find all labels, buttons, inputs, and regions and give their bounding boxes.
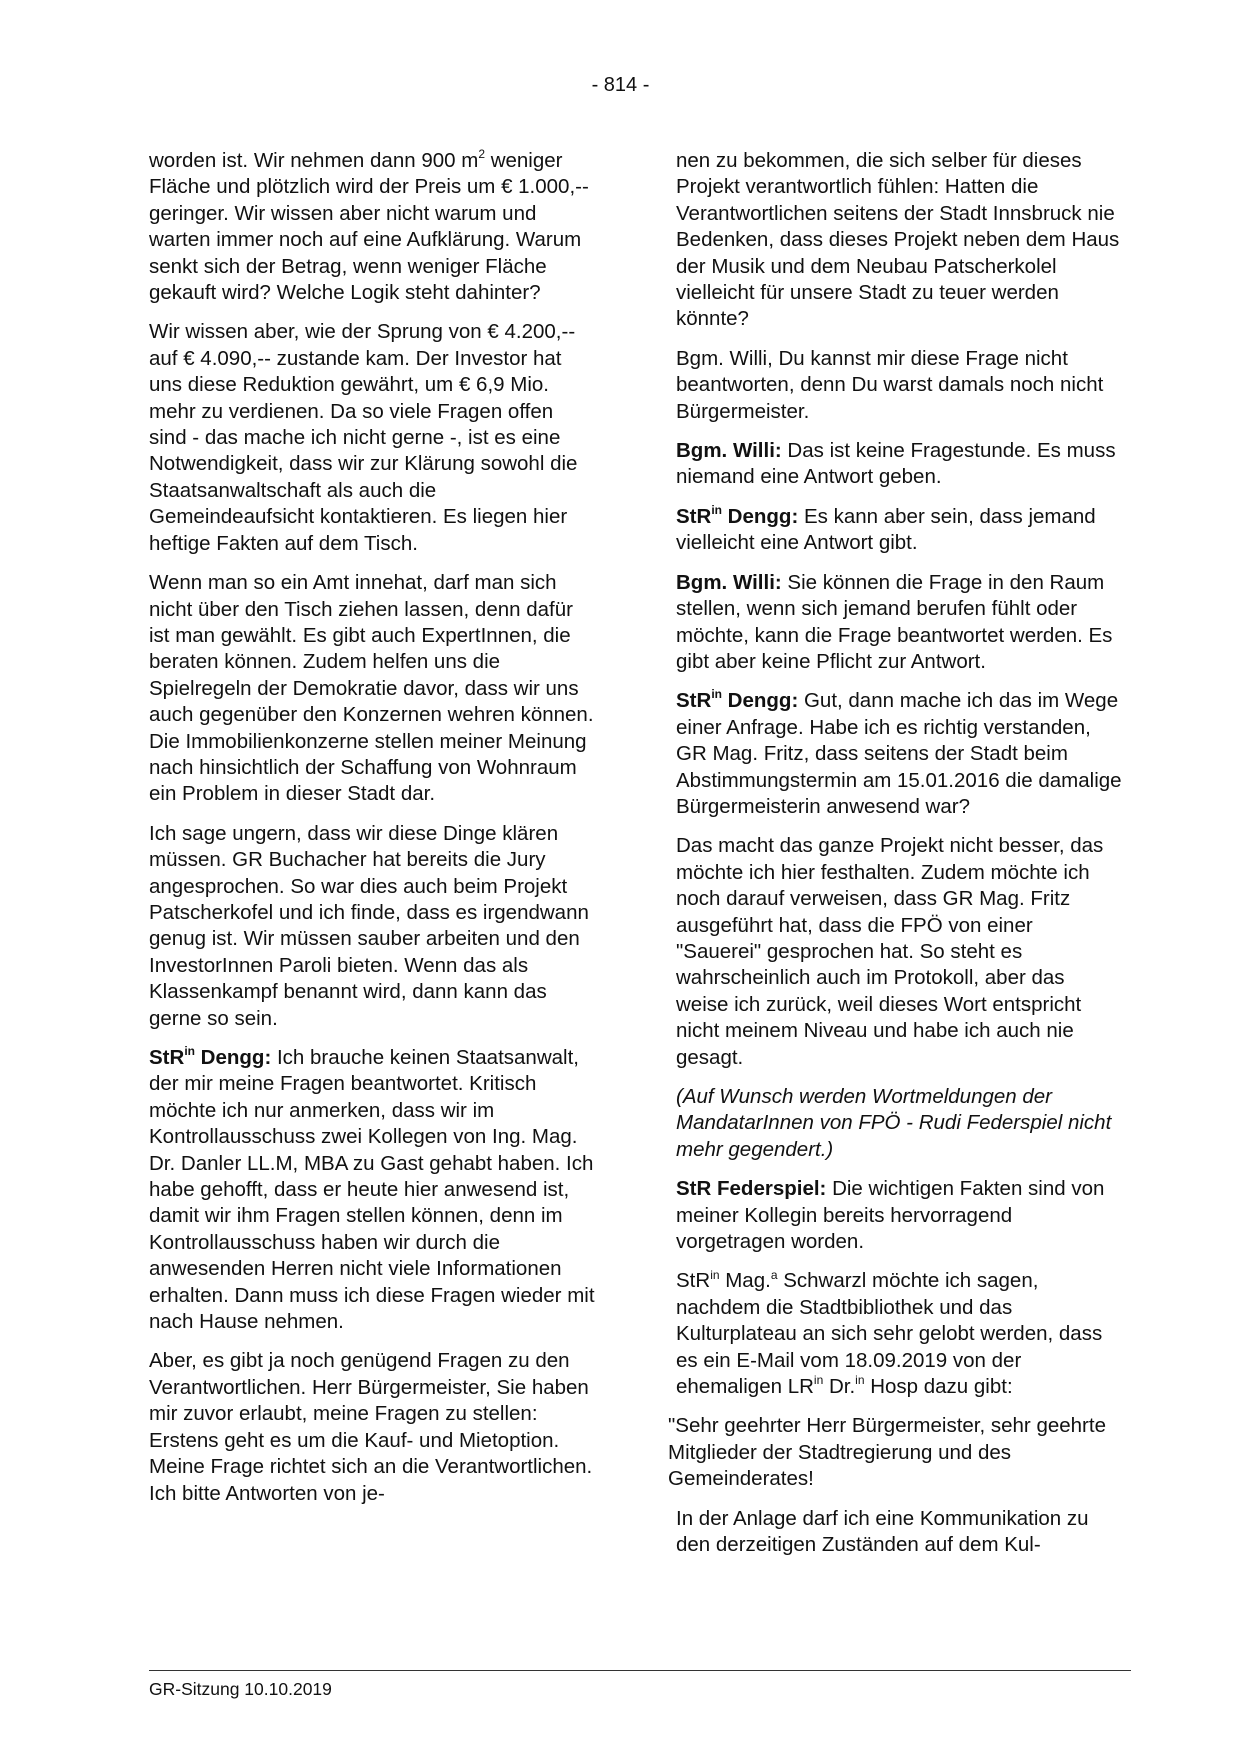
paragraph: Aber, es gibt ja noch genügend Fragen zu den Verantwortlichen. Herr Bürgermeister, Sie haben mir zuvor erlaubt, meine Fragen zu stellen: Erstens geht es um die Kauf- und Mietoption. Meine Frage richtet sich an die Verantwortlichen. Ich bitte Antworten von je- (149, 1349, 593, 1505)
paragraph: nen zu bekommen, die sich selber für dieses Projekt verantwortlich fühlen: Hatten die Verantwortlichen seitens der Stadt Innsbruck nie Bedenken, dass dieses Projekt neben dem Haus der Musik und dem Neubau Patscherkolel vielleicht für unsere Stadt zu teuer werden könnte? (676, 149, 1120, 331)
speech-paragraph: StR$^{in}$ Dengg: Gut, dann mache ich das im Wege einer Anfrage. Habe ich es richtig verstanden, GR Mag. Fritz, dass seitens der Stadt beim Abstimmungstermin am 15.01.2016 die damalige Bürgermeisterin anwesend war? (676, 687, 1122, 818)
paragraph: In der Anlage darf ich eine Kommunikation zu den derzeitigen Zuständen auf dem Kul- (676, 1506, 1089, 1557)
quoted-letter: "Sehr geehrter Herr Bürgermeister, sehr geehrte Mitglieder der Stadtregierung und des Gemeinderates! (668, 1414, 1106, 1491)
speech-paragraph: Bgm. Willi: Sie können die Frage in den Raum stellen, wenn sich jemand berufen fühlt oder möchte, kann die Frage beantwortet werden. Es gibt aber keine Pflicht zur Antwort. (676, 570, 1113, 673)
right-column (668, 148, 1122, 1572)
paragraph: Das macht das ganze Projekt nicht besser, das möchte ich hier festhalten. Zudem möchte ich noch darauf verweisen, dass GR Mag. Fritz ausgeführt hat, dass die FPÖ von einer "Sauerei" gesprochen hat. So steht es wahrscheinlich auch im Protokoll, aber das weise ich zurück, weil dieses Wort entspricht nicht meinem Niveau und habe ich auch nie gesagt. (676, 834, 1104, 1069)
paragraph: Wir wissen aber, wie der Sprung von € 4.200,-- auf € 4.090,-- zustande kam. Der Investor hat uns diese Reduktion gewährt, um € 6,9 Mio. mehr zu verdienen. Da so viele Fragen offen sind - das mache ich nicht gerne -, ist es eine Notwendigkeit, dass wir zur Klärung sowohl die Staatsanwaltschaft als auch die Gemeindeaufsicht kontaktieren. Es liegen hier heftige Fakten auf dem Tisch. (149, 320, 578, 555)
speaker-name: StR$^{in}$ Dengg: (149, 1044, 272, 1069)
speech-paragraph: StR$^{in}$ Dengg: Es kann aber sein, dass jemand vielleicht eine Antwort gibt. (676, 503, 1096, 555)
paragraph: Ich sage ungern, dass wir diese Dinge klären müssen. GR Buchacher hat bereits die Jury angesprochen. So war dies auch beim Projekt Patscherkofel und ich finde, dass es irgendwann genug ist. Wir müssen sauber arbeiten und den InvestorInnen Paroli bieten. Wenn das als Klassenkampf benannt wird, dann kann das gerne so sein. (149, 821, 589, 1030)
paragraph: Wenn man so ein Amt innehat, darf man sich nicht über den Tisch ziehen lassen, denn dafür ist man gewählt. Es gibt auch ExpertInnen, die beraten können. Zudem helfen uns die Spielregeln der Demokratie davor, dass wir uns auch gegenüber den Konzernen wehren können. Die Immobilienkonzerne stellen meiner Meinung nach hinsichtlich der Schaffung von Wohnraum ein Problem in dieser Stadt dar. (149, 571, 594, 806)
speaker-name: Bgm. Willi: (676, 570, 782, 594)
left-column (149, 148, 595, 1520)
speaker-name: StR$^{in}$ Dengg: (676, 503, 799, 528)
speech-paragraph: Bgm. Willi: Das ist keine Fragestunde. Es muss niemand eine Antwort geben. (676, 439, 1116, 489)
speaker-name: StR Federspiel: (676, 1177, 827, 1201)
footer-session-label: GR-Sitzung 10.10.2019 (149, 1679, 332, 1699)
editorial-note: (Auf Wunsch werden Wortmeldungen der MandatarInnen von FPÖ - Rudi Federspiel nicht mehr gegendert.) (676, 1085, 1112, 1161)
paragraph: Bgm. Willi, Du kannst mir diese Frage nicht beantworten, denn Du warst damals noch nicht Bürgermeister. (676, 346, 1104, 423)
paragraph: StR$^{in}$ Mag.$^a$ Schwarzl möchte ich sagen, nachdem die Stadtbibliothek und das Kulturplateau an sich sehr gelobt werden, dass es ein E-Mail vom 18.09.2019 von der ehemaligen $LR^{in}$ Dr.$^{in}$ Hosp dazu gibt: (676, 1267, 1103, 1399)
speaker-name: Bgm. Willi: (676, 439, 782, 463)
speaker-name: StR$^{in}$ Dengg: (676, 687, 799, 713)
paragraph: worden ist. Wir nehmen dann 900 $m^2$ weniger Fläche und plötzlich wird der Preis um € 1.000,-- geringer. Wir wissen aber nicht warum und warten immer noch auf eine Aufklärung. Warum senkt sich der Betrag, wenn weniger Fläche gekauft wird? Welche Logik steht dahinter? (149, 147, 589, 305)
footer-divider (149, 1670, 1131, 1671)
speech-paragraph: StR Federspiel: Die wichtigen Fakten sind von meiner Kollegin bereits hervorragend vorgetragen worden. (676, 1177, 1105, 1254)
speech-paragraph: StR$^{in}$ Dengg: Ich brauche keinen Staatsanwalt, der mir meine Fragen beantwortet. Kritisch möchte ich nur anmerken, dass wir im Kontrollausschuss zwei Kollegen von Ing. Mag. Dr. Danler LL.M, MBA zu Gast gehabt haben. Ich habe gehofft, dass er heute hier anwesend ist, damit wir ihm Fragen stellen können, denn im Kontrollausschuss haben wir durch die anwesenden Herren nicht viele Informationen erhalten. Dann muss ich diese Fragen wieder mit nach Hause nehmen. (149, 1044, 595, 1334)
page-number: - 814 - (591, 74, 650, 96)
